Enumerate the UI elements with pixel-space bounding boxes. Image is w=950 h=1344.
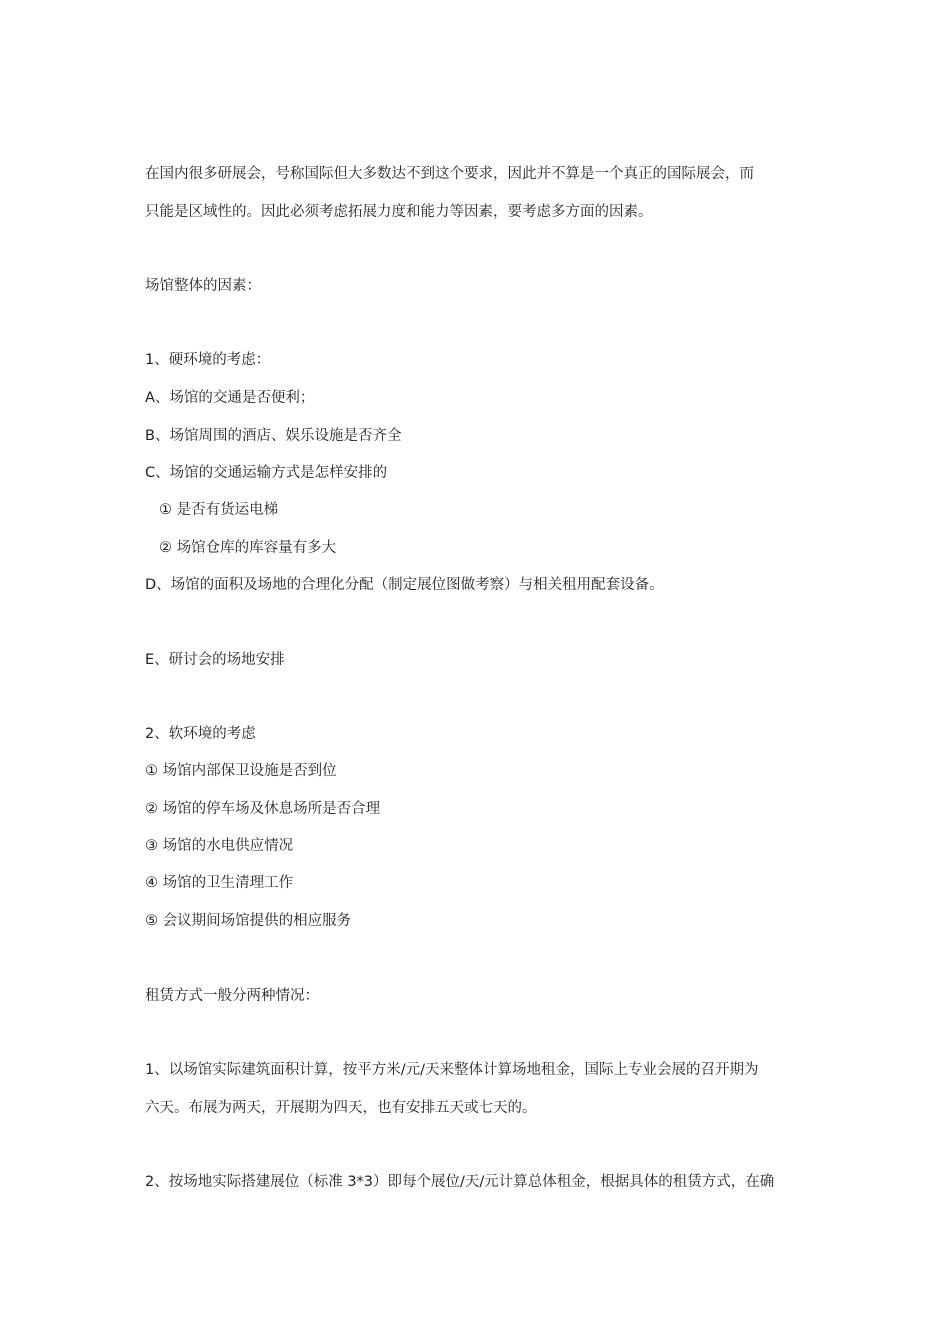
intro-paragraph-line-1: 在国内很多研展会，号称国际但大多数达不到这个要求，因此并不算是一个真正的国际展会，而 [145, 166, 754, 182]
soft-item-1: ① 场馆内部保卫设施是否到位 [145, 763, 337, 779]
list-item-c: C、场馆的交通运输方式是怎样安排的 [145, 465, 388, 481]
soft-item-4: ④ 场馆的卫生清理工作 [145, 875, 294, 891]
list-item-b: B、场馆周围的酒店、娱乐设施是否齐全 [145, 428, 402, 444]
section-heading-leasing: 租赁方式一般分两种情况： [145, 988, 319, 1004]
list-subitem-c-1: ① 是否有货运电梯 [159, 502, 279, 518]
soft-item-2: ② 场馆的停车场及休息场所是否合理 [145, 801, 381, 817]
leasing-item-1-line-1: 1、以场馆实际建筑面积计算，按平方米/元/天来整体计算场地租金，国际上专业会展的召开期为 [145, 1062, 759, 1078]
list-item-e: E、研讨会的场地安排 [145, 652, 285, 668]
list-subitem-c-2: ② 场馆仓库的库容量有多大 [159, 540, 337, 556]
soft-item-5: ⑤ 会议期间场馆提供的相应服务 [145, 913, 352, 929]
list-item-a: A、场馆的交通是否便利； [145, 390, 315, 406]
leasing-item-2-line-1: 2、按场地实际搭建展位（标准 3*3）即每个展位/天/元计算总体租金，根据具体的租赁方式，在确 [145, 1174, 775, 1190]
list-item-d: D、场馆的面积及场地的合理化分配（制定展位图做考察）与相关租用配套设备。 [145, 577, 664, 593]
soft-item-3: ③ 场馆的水电供应情况 [145, 838, 294, 854]
leasing-item-1-line-2: 六天。布展为两天，开展期为四天，也有安排五天或七天的。 [145, 1100, 537, 1116]
intro-paragraph-line-2: 只能是区域性的。因此必须考虑拓展力度和能力等因素，要考虑多方面的因素。 [145, 204, 653, 220]
subheading-hard-environment: 1、硬环境的考虑： [145, 352, 271, 368]
subheading-soft-environment: 2、软环境的考虑 [145, 726, 256, 742]
section-heading-venue-factors: 场馆整体的因素： [145, 278, 261, 294]
